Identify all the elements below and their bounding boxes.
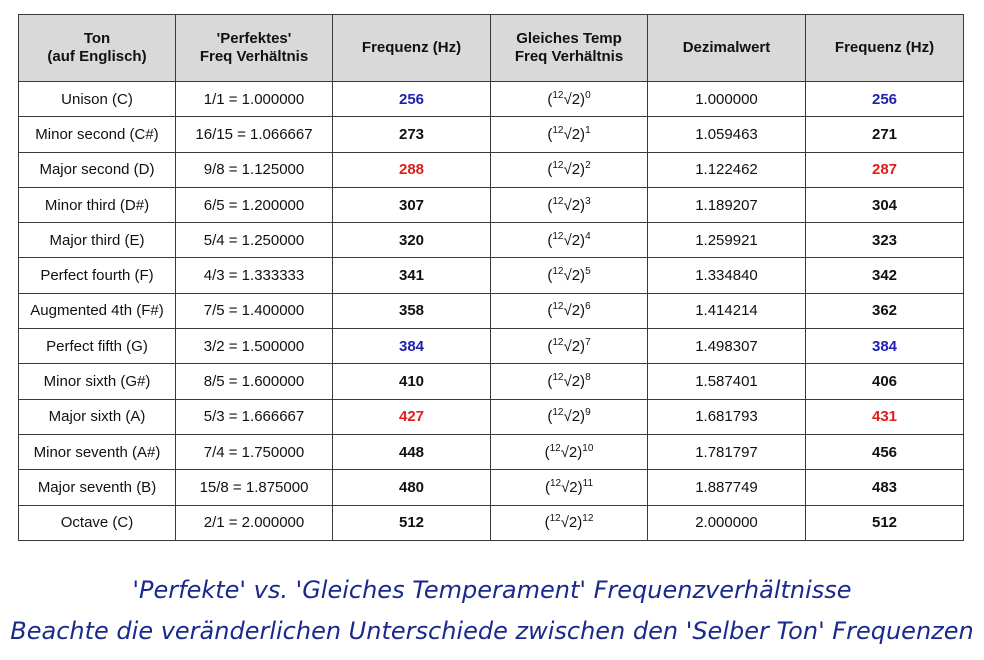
equal-ratio-open: ( (547, 161, 553, 179)
equal-ratio-root-index: 12 (552, 124, 564, 136)
table-row (19, 329, 964, 364)
table-header (19, 15, 964, 82)
table-row (19, 470, 964, 505)
cell-perfect-ratio: 3/2 = 1.500000 (176, 329, 333, 364)
cell-perfect-ratio: 5/3 = 1.666667 (176, 399, 333, 434)
header-ton (19, 15, 176, 82)
table-row (19, 223, 964, 258)
cell-ton: Major sixth (A) (19, 399, 176, 434)
cell-equal-frequency: 512 (806, 505, 964, 540)
cell-equal-ratio (491, 329, 648, 364)
table-row (19, 399, 964, 434)
cell-ton: Minor third (D#) (19, 187, 176, 222)
equal-ratio-open: ( (547, 337, 553, 355)
cell-equal-ratio (491, 187, 648, 222)
equal-ratio-root-index: 12 (552, 407, 564, 419)
cell-decimal: 1.781797 (648, 434, 806, 469)
cell-equal-frequency: 384 (806, 329, 964, 364)
equal-ratio-root: √2) (563, 161, 586, 179)
cell-equal-ratio (491, 82, 648, 117)
header-equal-ratio-line2: Freq Verhältnis (514, 48, 624, 65)
equal-ratio-root: √2) (563, 337, 586, 355)
equal-ratio-root: √2) (561, 478, 583, 496)
cell-ton: Major second (D) (19, 152, 176, 187)
equal-ratio-root-index: 12 (549, 477, 562, 489)
header-decimal-line1: Dezimalwert (682, 39, 771, 56)
cell-perfect-frequency: 256 (333, 82, 491, 117)
equal-ratio-root: √2) (563, 231, 586, 249)
caption-title: 'Perfekte' vs. 'Gleiches Temperament' Frequenzverhältnisse (132, 576, 852, 604)
equal-ratio-root-index: 12 (552, 372, 564, 384)
cell-equal-ratio (491, 505, 648, 540)
cell-ton: Minor second (C#) (19, 117, 176, 152)
equal-ratio-open: ( (547, 408, 553, 426)
equal-ratio-exponent: 6 (585, 301, 591, 313)
cell-perfect-frequency: 384 (333, 329, 491, 364)
cell-perfect-frequency: 320 (333, 223, 491, 258)
header-perfect-ratio (176, 15, 333, 82)
cell-ton: Perfect fifth (G) (19, 329, 176, 364)
equal-ratio-open: ( (547, 90, 553, 108)
equal-ratio-exponent: 0 (585, 89, 591, 101)
cell-decimal: 1.059463 (648, 117, 806, 152)
header-equal-ratio (491, 15, 648, 82)
header-equal-ratio-line1: Gleiches Temp (516, 30, 622, 47)
cell-ton: Major seventh (B) (19, 470, 176, 505)
equal-ratio-open: ( (544, 478, 550, 496)
cell-decimal: 1.334840 (648, 258, 806, 293)
cell-decimal: 1.681793 (648, 399, 806, 434)
table-row (19, 187, 964, 222)
equal-ratio-root-index: 12 (549, 513, 561, 525)
equal-ratio-open: ( (547, 125, 553, 143)
equal-ratio-open: ( (547, 373, 553, 391)
equal-ratio-exponent: 9 (585, 407, 591, 419)
equal-ratio-root: √2) (563, 302, 586, 320)
table-row (19, 505, 964, 540)
cell-decimal: 1.000000 (648, 82, 806, 117)
cell-equal-ratio (491, 364, 648, 399)
equal-ratio-open: ( (547, 302, 553, 320)
frequency-table (18, 14, 964, 541)
equal-ratio-open: ( (547, 196, 553, 214)
cell-decimal: 1.587401 (648, 364, 806, 399)
cell-perfect-frequency: 307 (333, 187, 491, 222)
cell-equal-ratio (491, 434, 648, 469)
cell-perfect-frequency: 273 (333, 117, 491, 152)
cell-decimal: 1.498307 (648, 329, 806, 364)
equal-ratio-root: √2) (563, 90, 586, 108)
cell-ton: Minor sixth (G#) (19, 364, 176, 399)
cell-perfect-ratio: 6/5 = 1.200000 (176, 187, 333, 222)
cell-equal-frequency: 456 (806, 434, 964, 469)
cell-perfect-ratio: 7/4 = 1.750000 (176, 434, 333, 469)
cell-ton: Perfect fourth (F) (19, 258, 176, 293)
cell-equal-frequency: 406 (806, 364, 964, 399)
equal-ratio-exponent: 3 (585, 195, 591, 207)
cell-equal-frequency: 287 (806, 152, 964, 187)
cell-perfect-frequency: 512 (333, 505, 491, 540)
equal-ratio-exponent: 11 (582, 477, 594, 489)
cell-decimal: 1.259921 (648, 223, 806, 258)
header-equal-frequency-line1: Frequenz (Hz) (834, 39, 935, 56)
cell-ton: Augmented 4th (F#) (19, 293, 176, 328)
cell-perfect-frequency: 480 (333, 470, 491, 505)
cell-perfect-ratio: 15/8 = 1.875000 (176, 470, 333, 505)
header-perfect-ratio-line2: Freq Verhältnis (199, 48, 309, 65)
caption-note: Beachte die veränderlichen Unterschiede zwischen den 'Selber Ton' Frequenzen (10, 617, 974, 645)
equal-ratio-root: √2) (563, 373, 586, 391)
equal-ratio-open: ( (544, 514, 550, 532)
equal-ratio-root-index: 12 (552, 89, 564, 101)
equal-ratio-root-index: 12 (552, 195, 564, 207)
equal-ratio-open: ( (544, 443, 550, 461)
cell-perfect-frequency: 358 (333, 293, 491, 328)
equal-ratio-root: √2) (560, 514, 583, 532)
cell-perfect-ratio: 9/8 = 1.125000 (176, 152, 333, 187)
equal-ratio-exponent: 5 (585, 266, 591, 278)
header-decimal (648, 15, 806, 82)
cell-perfect-frequency: 341 (333, 258, 491, 293)
equal-ratio-root: √2) (563, 408, 586, 426)
cell-equal-frequency: 362 (806, 293, 964, 328)
cell-equal-ratio (491, 399, 648, 434)
table-row (19, 82, 964, 117)
equal-ratio-root-index: 12 (552, 160, 564, 172)
table-row (19, 117, 964, 152)
cell-ton: Minor seventh (A#) (19, 434, 176, 469)
equal-ratio-exponent: 1 (585, 124, 591, 136)
equal-ratio-exponent: 2 (585, 160, 591, 172)
cell-perfect-ratio: 4/3 = 1.333333 (176, 258, 333, 293)
cell-ton: Major third (E) (19, 223, 176, 258)
equal-ratio-root-index: 12 (552, 266, 564, 278)
equal-ratio-root-index: 12 (549, 442, 561, 454)
cell-ton: Unison (C) (19, 82, 176, 117)
table-row (19, 293, 964, 328)
equal-ratio-open: ( (547, 231, 553, 249)
equal-ratio-root: √2) (563, 267, 586, 285)
table-row (19, 258, 964, 293)
equal-ratio-root: √2) (563, 125, 586, 143)
header-equal-frequency (806, 15, 964, 82)
header-perfect-frequency-line1: Frequenz (Hz) (361, 39, 462, 56)
table-row (19, 152, 964, 187)
cell-perfect-ratio: 16/15 = 1.066667 (176, 117, 333, 152)
cell-decimal: 2.000000 (648, 505, 806, 540)
cell-equal-ratio (491, 117, 648, 152)
table-row (19, 364, 964, 399)
cell-perfect-frequency: 410 (333, 364, 491, 399)
cell-equal-ratio (491, 293, 648, 328)
header-ton-line2: (auf Englisch) (47, 48, 147, 65)
cell-decimal: 1.887749 (648, 470, 806, 505)
cell-equal-ratio (491, 470, 648, 505)
equal-ratio-exponent: 4 (585, 230, 591, 242)
header-row (19, 15, 964, 82)
cell-equal-ratio (491, 223, 648, 258)
cell-perfect-frequency: 288 (333, 152, 491, 187)
cell-equal-ratio (491, 258, 648, 293)
equal-ratio-root-index: 12 (552, 336, 564, 348)
cell-perfect-ratio: 2/1 = 2.000000 (176, 505, 333, 540)
cell-perfect-ratio: 5/4 = 1.250000 (176, 223, 333, 258)
cell-perfect-ratio: 7/5 = 1.400000 (176, 293, 333, 328)
equal-ratio-root-index: 12 (552, 230, 564, 242)
cell-perfect-frequency: 448 (333, 434, 491, 469)
equal-ratio-root: √2) (563, 196, 586, 214)
header-perfect-frequency (333, 15, 491, 82)
cell-equal-frequency: 304 (806, 187, 964, 222)
equal-ratio-open: ( (547, 267, 553, 285)
equal-ratio-root: √2) (560, 443, 583, 461)
cell-decimal: 1.122462 (648, 152, 806, 187)
cell-equal-frequency: 431 (806, 399, 964, 434)
cell-perfect-ratio: 8/5 = 1.600000 (176, 364, 333, 399)
header-ton-line1: Ton (83, 30, 111, 47)
table-row (19, 434, 964, 469)
cell-equal-frequency: 323 (806, 223, 964, 258)
equal-ratio-exponent: 7 (585, 336, 591, 348)
cell-equal-frequency: 256 (806, 82, 964, 117)
equal-ratio-root-index: 12 (552, 301, 564, 313)
header-perfect-ratio-line1: 'Perfektes' (216, 30, 292, 47)
cell-ton: Octave (C) (19, 505, 176, 540)
table-body (19, 82, 964, 541)
equal-ratio-exponent: 12 (582, 513, 594, 525)
equal-ratio-exponent: 8 (585, 372, 591, 384)
cell-decimal: 1.414214 (648, 293, 806, 328)
cell-equal-frequency: 483 (806, 470, 964, 505)
cell-decimal: 1.189207 (648, 187, 806, 222)
cell-equal-frequency: 342 (806, 258, 964, 293)
cell-equal-frequency: 271 (806, 117, 964, 152)
cell-equal-ratio (491, 152, 648, 187)
equal-ratio-exponent: 10 (582, 442, 594, 454)
cell-perfect-ratio: 1/1 = 1.000000 (176, 82, 333, 117)
cell-perfect-frequency: 427 (333, 399, 491, 434)
